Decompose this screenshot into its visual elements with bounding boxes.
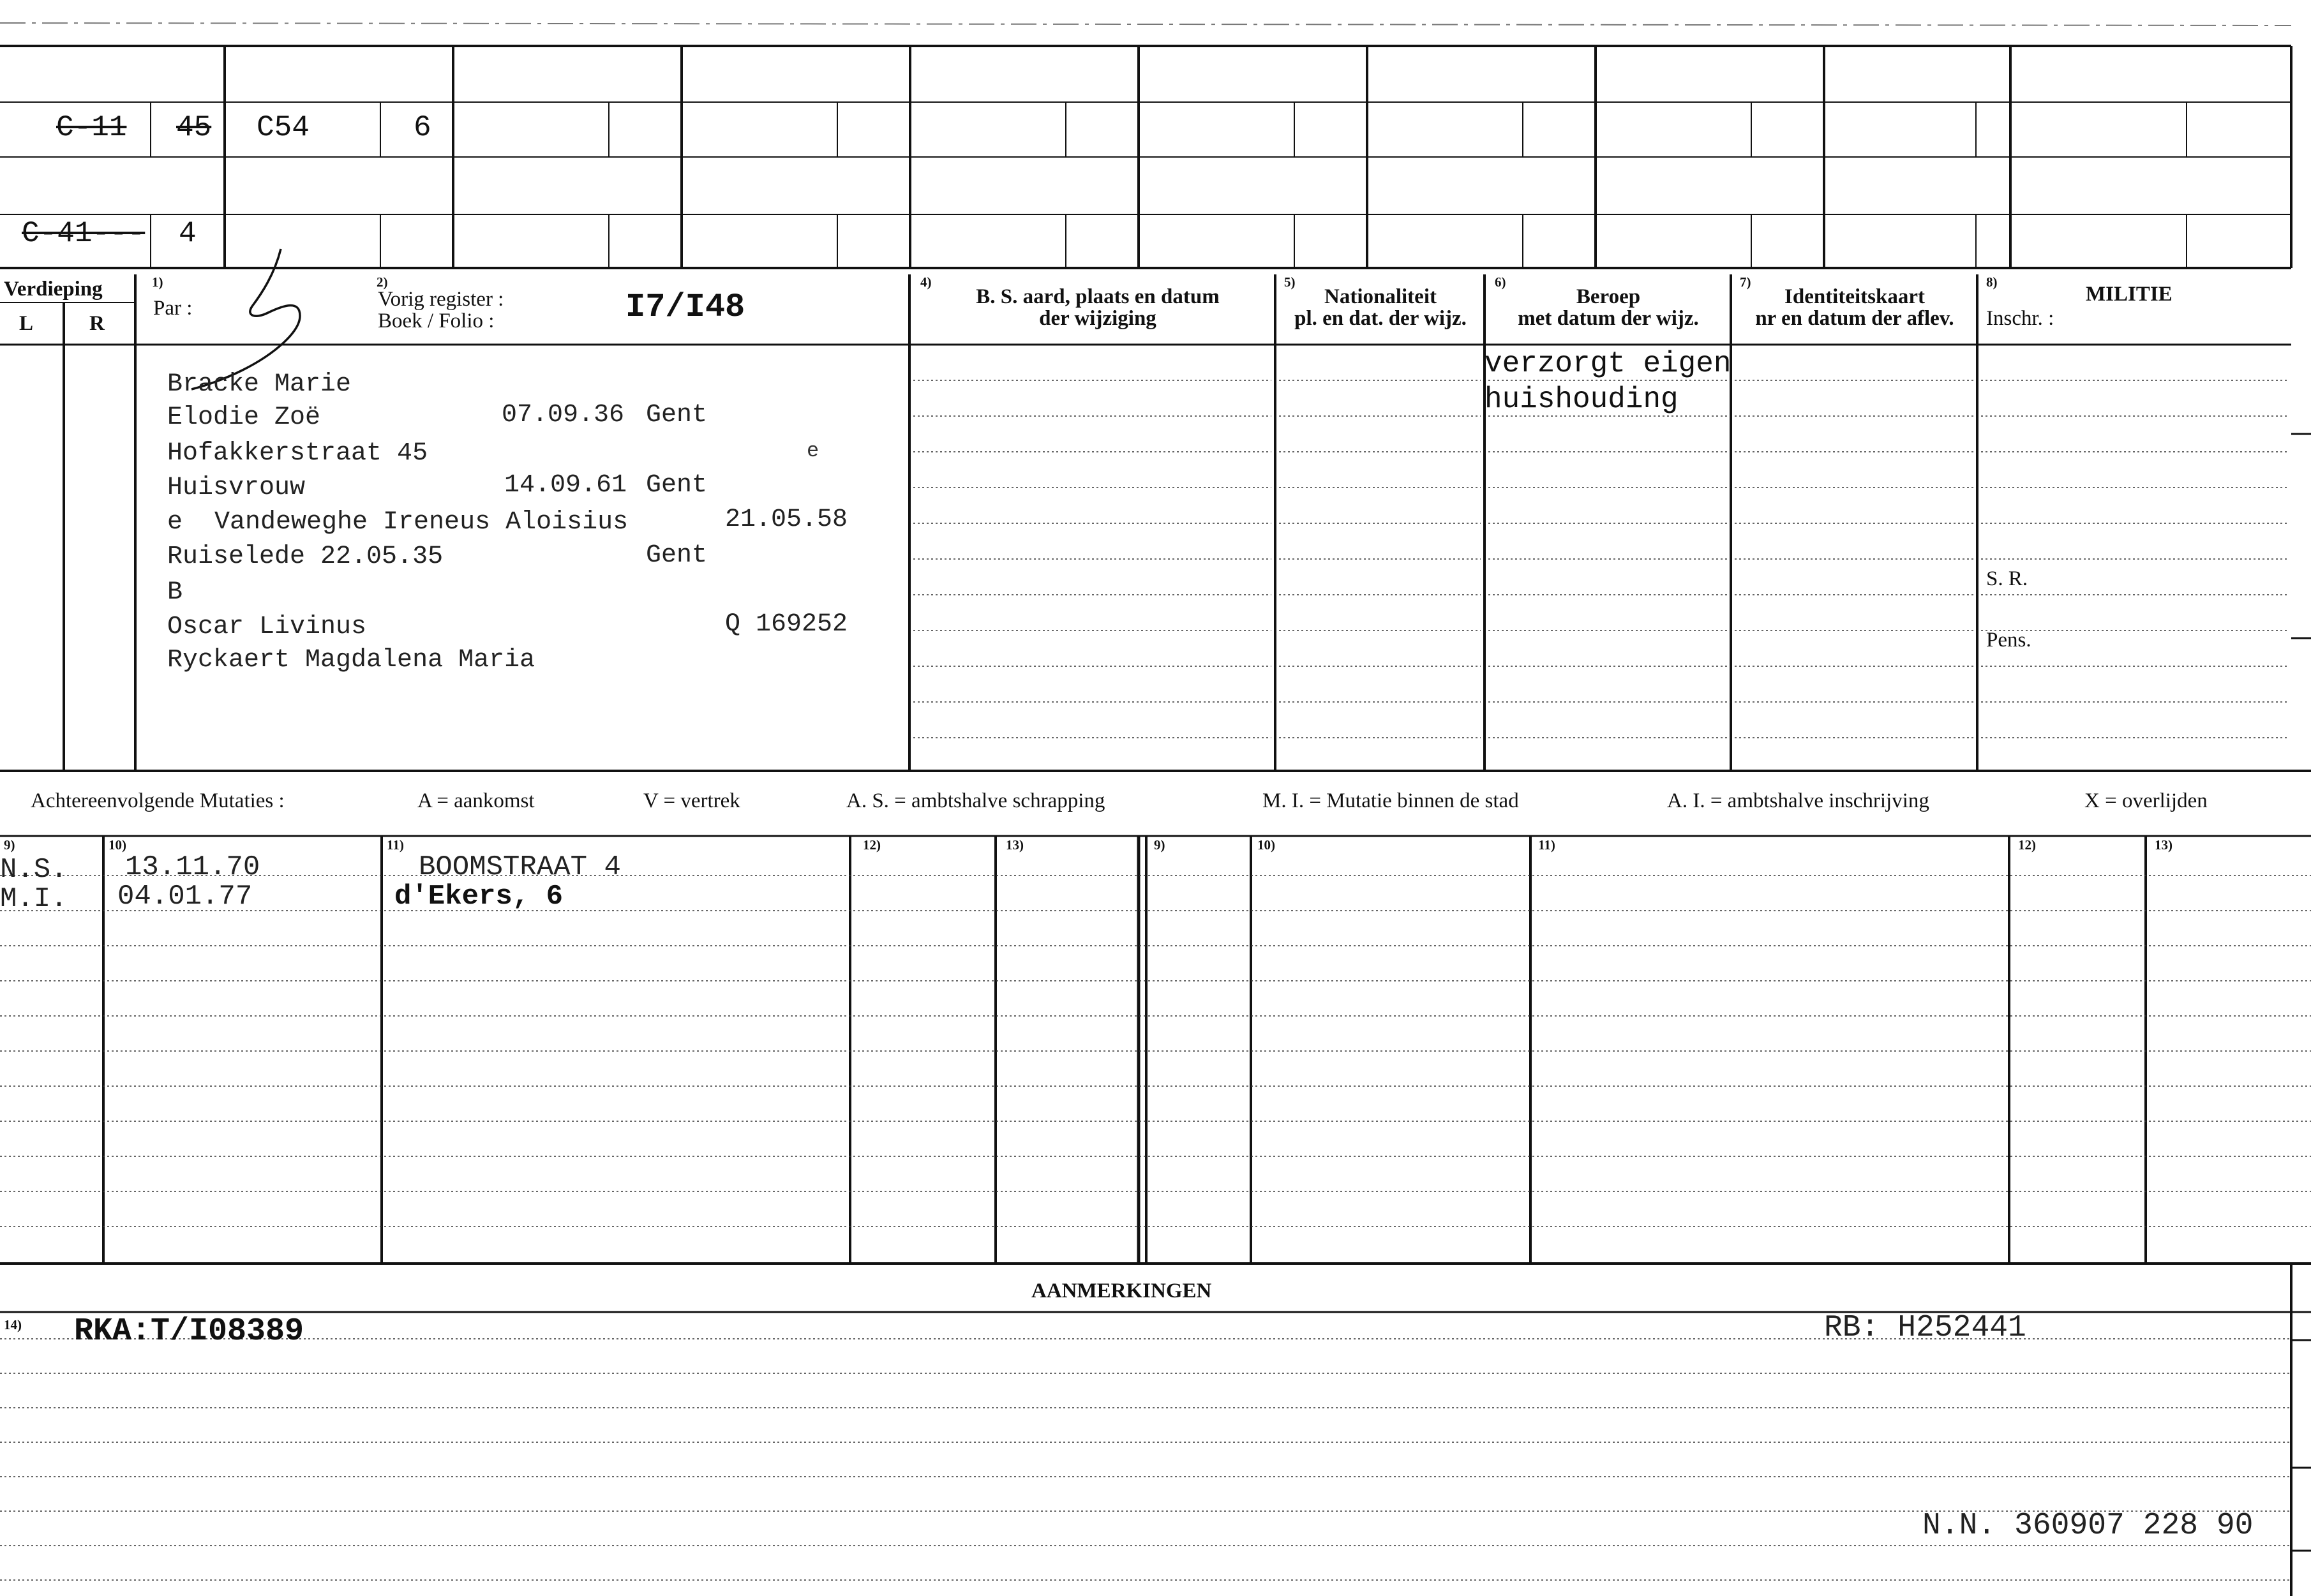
spouse-birth: Ruiselede 22.05.35: [167, 542, 444, 571]
inschr-label: Inschr. :: [1986, 307, 2054, 330]
note-6: 6): [1495, 274, 1506, 290]
note-1: 1): [152, 274, 163, 290]
legend-ai: A. I. = ambtshalve inschrijving: [1667, 789, 1929, 812]
legend-v: V = vertrek: [643, 789, 740, 812]
beroep-header-2: met datum der wijz.: [1518, 307, 1699, 330]
spouse-place: Gent: [646, 541, 708, 570]
col-l-label: L: [19, 312, 34, 335]
person-address: Hofakkerstraat 45: [167, 439, 428, 468]
mut-note-9a: 9): [4, 837, 15, 853]
bs-header-2: der wijziging: [1039, 307, 1156, 330]
spouse-date: 21.05.58: [725, 505, 848, 534]
mut-note-12a: 12): [863, 837, 881, 853]
vorig-register-label: Vorig register :: [378, 288, 504, 311]
b-mark: B: [167, 578, 183, 607]
note-2: 2): [377, 274, 388, 290]
note-8: 8): [1986, 274, 1998, 290]
mother-name: Ryckaert Magdalena Maria: [167, 646, 535, 675]
mut-note-13a: 13): [1006, 837, 1024, 853]
signature-stroke: [191, 249, 300, 389]
remarks-note-14: 14): [4, 1317, 22, 1332]
sr-label: S. R.: [1986, 567, 2028, 590]
mutation-1-date: 13.11.70: [125, 851, 260, 883]
top-code-f: 4: [179, 217, 197, 250]
nat-header-2: pl. en dat. der wijz.: [1294, 307, 1467, 330]
top-code-e: C-41---: [22, 217, 146, 250]
person-occupation-date: 14.09.61: [504, 471, 627, 500]
spouse-prefix: e: [167, 508, 183, 537]
person-name: Bracke Marie: [167, 370, 352, 399]
remarks-rka: RKA:T/I08389: [74, 1313, 304, 1350]
mutation-1-address: BOOMSTRAAT 4: [419, 851, 621, 883]
legend-mi: M. I. = Mutatie binnen de stad: [1262, 789, 1519, 812]
person-birth-place: Gent: [646, 401, 708, 429]
top-code-b: 45: [176, 111, 212, 144]
mut-note-9b: 9): [1154, 837, 1165, 853]
father-name: Oscar Livinus: [167, 613, 367, 641]
person-occupation: Huisvrouw: [167, 474, 306, 502]
col-r-label: R: [89, 312, 105, 335]
mut-note-13b: 13): [2155, 837, 2173, 853]
mutations-legend-title: Achtereenvolgende Mutaties :: [31, 789, 285, 812]
mut-note-12b: 12): [2018, 837, 2036, 853]
mut-note-11b: 11): [1538, 837, 1555, 853]
person-first-names: Elodie Zoë: [167, 403, 321, 432]
id-number: Q 169252: [725, 610, 848, 639]
id-header-1: Identiteitskaart: [1784, 285, 1925, 308]
person-birth-date: 07.09.36: [502, 401, 625, 429]
top-code-c: C54: [257, 111, 310, 144]
par-label: Par :: [153, 297, 193, 320]
top-code-d: 6: [414, 111, 431, 144]
person-occupation-place: Gent: [646, 471, 708, 500]
legend-as: A. S. = ambtshalve schrapping: [846, 789, 1105, 812]
remarks-nn: N.N. 360907 228 90: [1922, 1509, 2254, 1543]
mut-note-10b: 10): [1257, 837, 1275, 853]
beroep-entry-1: verzorgt eigen: [1485, 347, 1731, 380]
legend-a: A = aankomst: [417, 789, 535, 812]
note-7: 7): [1740, 274, 1751, 290]
remarks-rb: RB: H252441: [1824, 1311, 2026, 1345]
spouse-name: Vandeweghe Ireneus Aloisius: [214, 508, 629, 537]
pens-label: Pens.: [1986, 629, 2031, 652]
note-5: 5): [1284, 274, 1296, 290]
top-code-a: C-11: [56, 111, 127, 144]
bs-header-1: B. S. aard, plaats en datum: [976, 285, 1220, 308]
register-value: I7/I48: [625, 288, 745, 326]
person-address-mark: e: [807, 439, 819, 463]
beroep-entry-2: huishouding: [1485, 383, 1679, 416]
legend-x: X = overlijden: [2084, 789, 2208, 812]
mutation-2-address: d'Ekers, 6: [394, 881, 564, 913]
mutation-2-code: M.I.: [0, 883, 68, 915]
nat-header-1: Nationaliteit: [1324, 285, 1437, 308]
mutation-2-date: 04.01.77: [117, 881, 253, 913]
verdieping-label: Verdieping: [4, 278, 103, 301]
remarks-title: AANMERKINGEN: [1031, 1279, 1212, 1302]
mutation-1-code: N.S.: [0, 854, 68, 886]
id-header-2: nr en datum der aflev.: [1755, 307, 1954, 330]
mut-note-10a: 10): [108, 837, 126, 853]
beroep-header-1: Beroep: [1576, 285, 1641, 308]
mut-note-11a: 11): [387, 837, 404, 853]
boek-folio-label: Boek / Folio :: [378, 310, 495, 332]
note-4: 4): [920, 274, 932, 290]
militie-label: MILITIE: [2086, 283, 2173, 306]
